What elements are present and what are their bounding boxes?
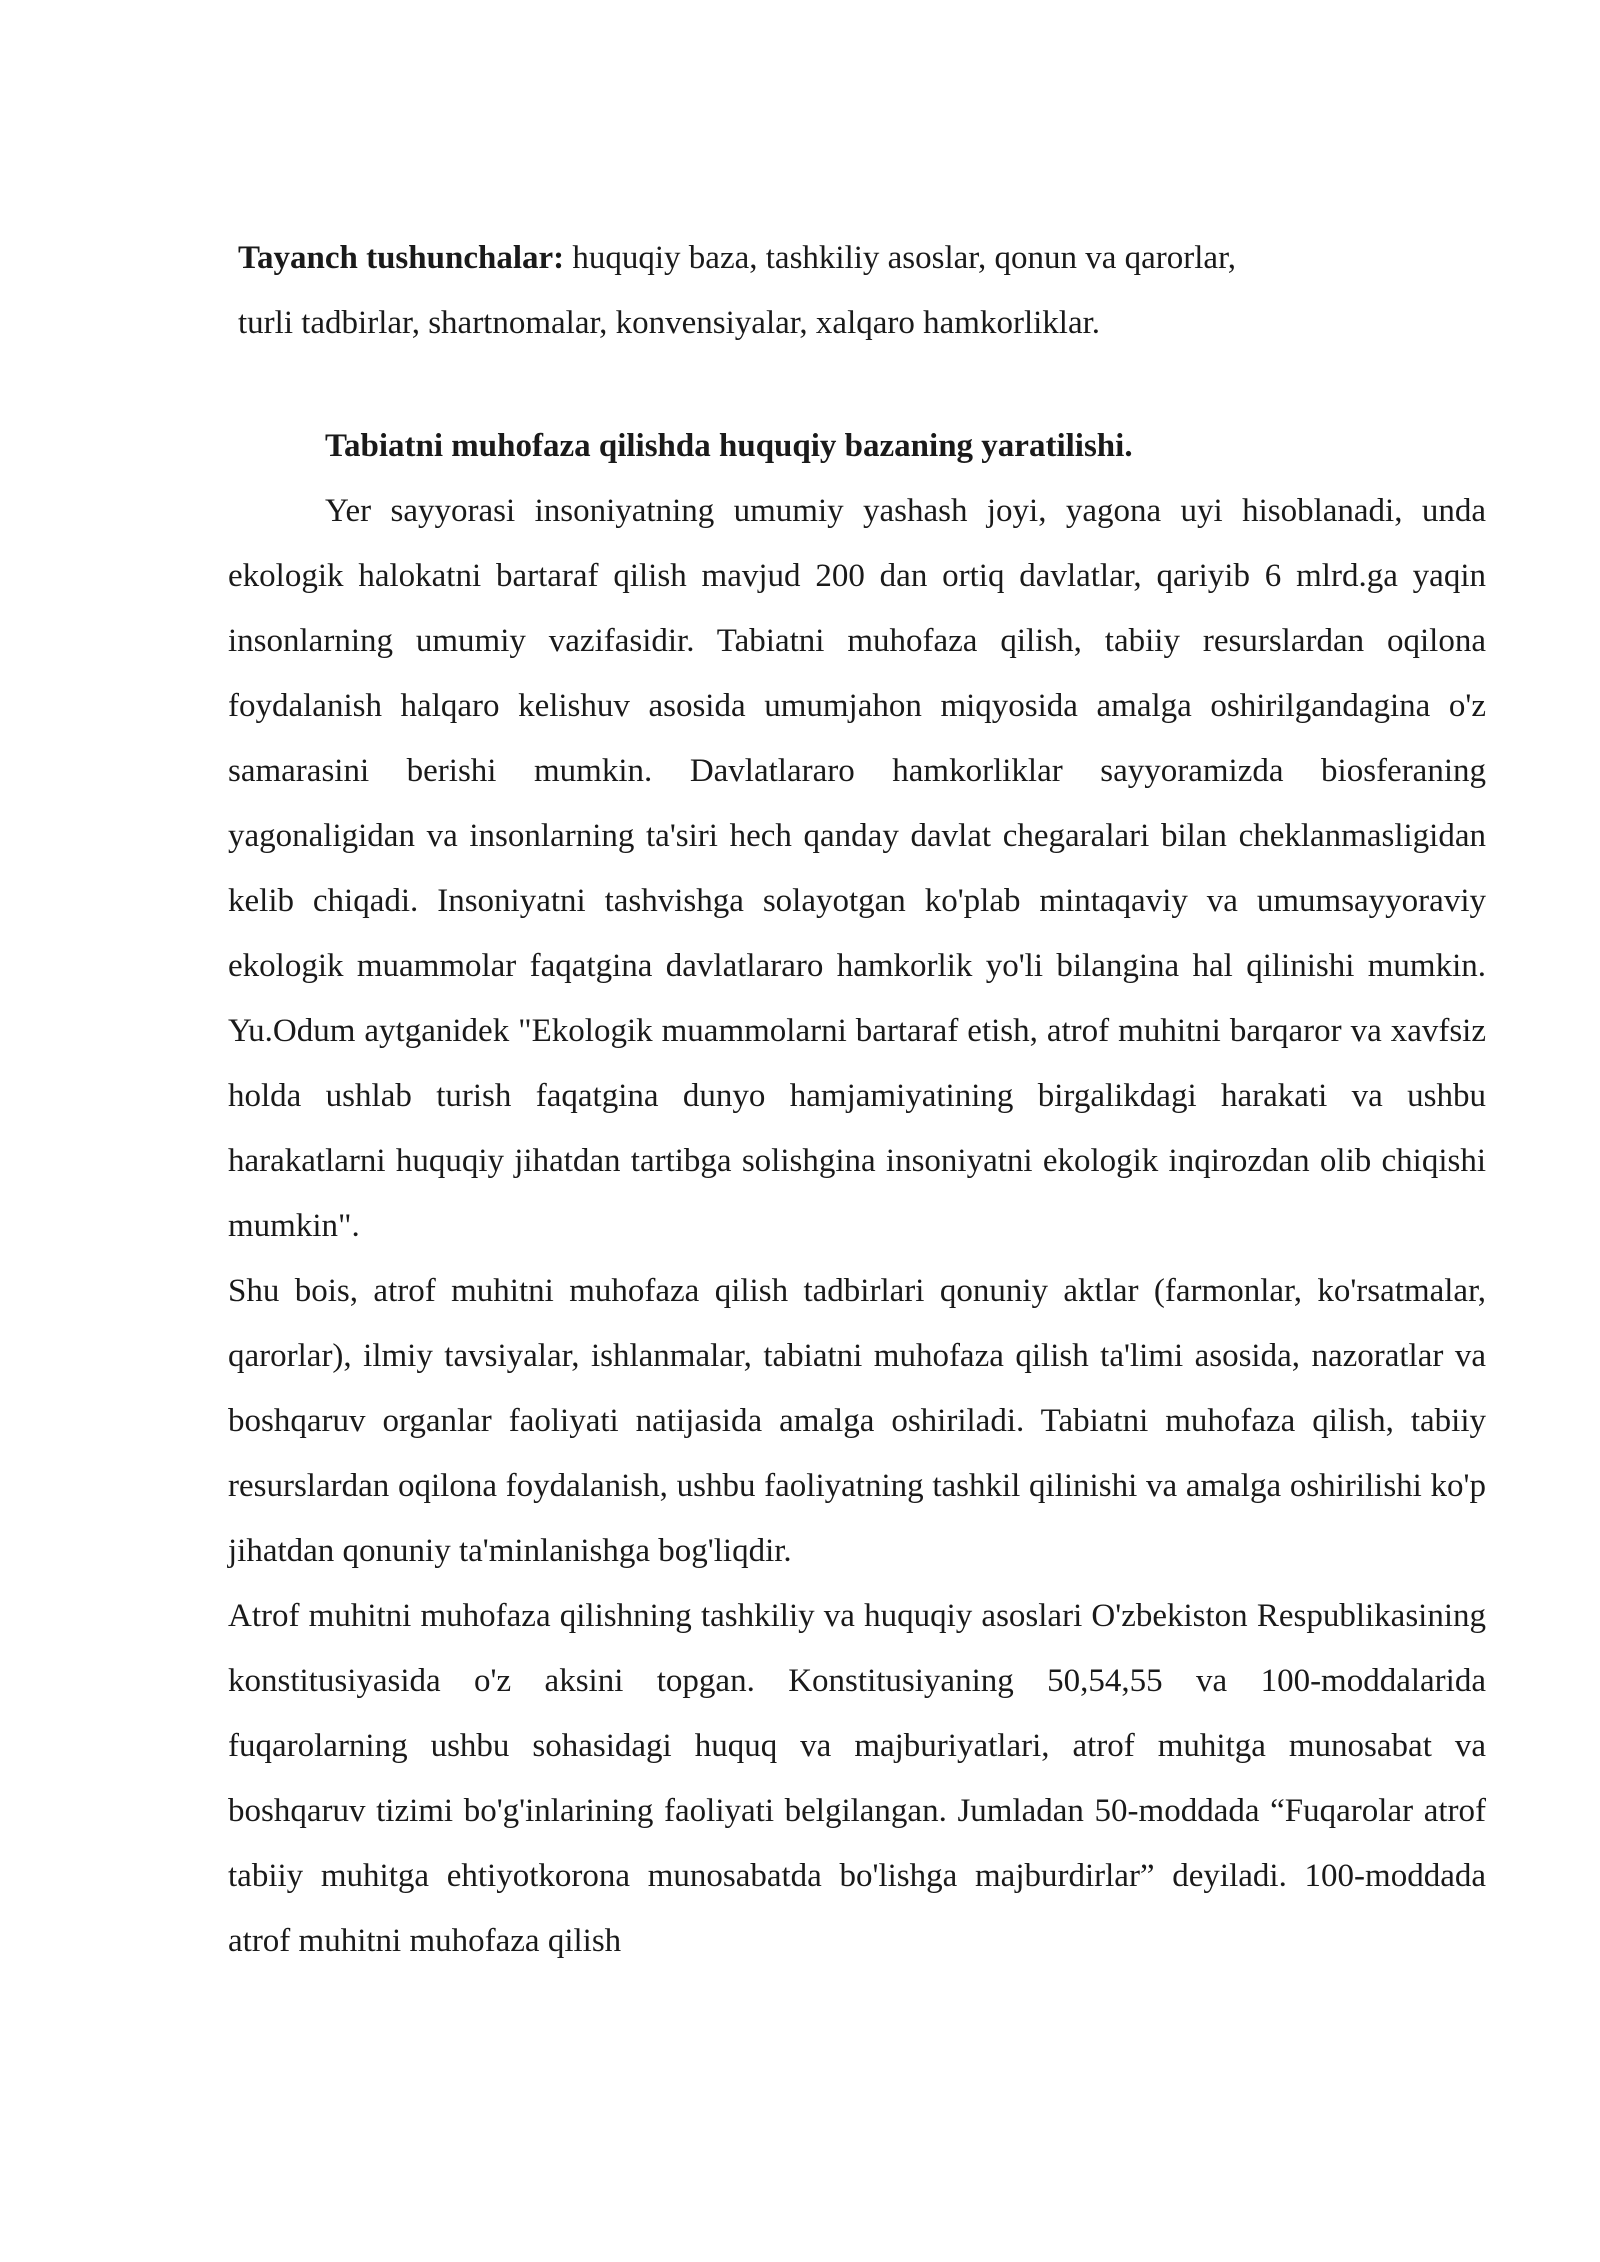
section-title: Tabiatni muhofaza qilishda huquqiy bazaning yaratilishi. [325, 428, 1133, 464]
key-concepts-text-1: huquqiy baza, tashkiliy asoslar, qonun va qarorlar, [572, 240, 1236, 276]
paragraph-2: Shu bois, atrof muhitni muhofaza qilish tadbirlari qonuniy aktlar (farmonlar, ko'rsatmalar, qarorlar), ilmiy tavsiyalar, ishlanmalar, tabiatni muhofaza qilish ta'limi asosida, nazoratlar va boshqaruv organlar faoliyati natijasida amalga oshiriladi. Tabiatni muhofaza qilish, tabiiy resurslardan oqilona foydalanish, ushbu faoliyatning tashkil qilinishi va amalga oshirilishi ko'p jihatdan qonuniy ta'minlanishga bog'liqdir. [228, 1273, 1486, 1569]
paragraph-1: Yer sayyorasi insoniyatning umumiy yashash joyi, yagona uyi hisoblanadi, unda ekologik halokatni bartaraf qilish mavjud 200 dan ortiq davlatlar, qariyib 6 mlrd.ga yaqin insonlarning umumiy vazifasidir. Tabiatni muhofaza qilish, tabiiy resurslardan oqilona foydalanish halqaro kelishuv asosida umumjahon miqyosida amalga oshirilgandagina o'z samarasini berishi mumkin. Davlatlararo hamkorliklar sayyoramizda biosferaning yagonaligidan va insonlarning ta'siri hech qanday davlat chegaralari bilan cheklanmasligidan kelib chiqadi. Insoniyatni tashvishga solayotgan ko'plab mintaqaviy va umumsayyoraviy ekologik muammolar faqatgina davlatlararo hamkorlik yo'li bilangina hal qilinishi mumkin. Yu.Odum aytganidek "Ekologik muammolarni bartaraf etish, atrof muhitni barqaror va xavfsiz holda ushlab turish faqatgina dunyo hamjamiyatining birgalikdagi harakati va ushbu harakatlarni huquqiy jihatdan tartibga solishgina insoniyatni ekologik inqirozdan olib chiqishi mumkin". [228, 493, 1486, 1244]
key-concepts-block [238, 226, 1488, 356]
key-concepts-line-2: turli tadbirlar, shartnomalar, konvensiyalar, xalqaro hamkorliklar. [238, 305, 1101, 341]
key-concepts-line-1 [238, 226, 1488, 291]
paragraph-3: Atrof muhitni muhofaza qilishning tashkiliy va huquqiy asoslari O'zbekiston Respublikasining konstitusiyasida o'z aksini topgan. Konstitusiyaning 50,54,55 va 100-moddalarida fuqarolarning ushbu sohasidagi huquq va majburiyatlari, atrof muhitga munosabat va boshqaruv tizimi bo'g'inlarining faoliyati belgilangan. Jumladan 50-moddada “Fuqarolar atrof tabiiy muhitga ehtiyotkorona munosabatda bo'lishga majburdirlar” deyiladi. 100-moddada atrof muhitni muhofaza qilish [228, 1598, 1486, 1959]
key-concepts-label: Tayanch tushunchalar: [238, 240, 565, 276]
body-text [228, 479, 1486, 1974]
